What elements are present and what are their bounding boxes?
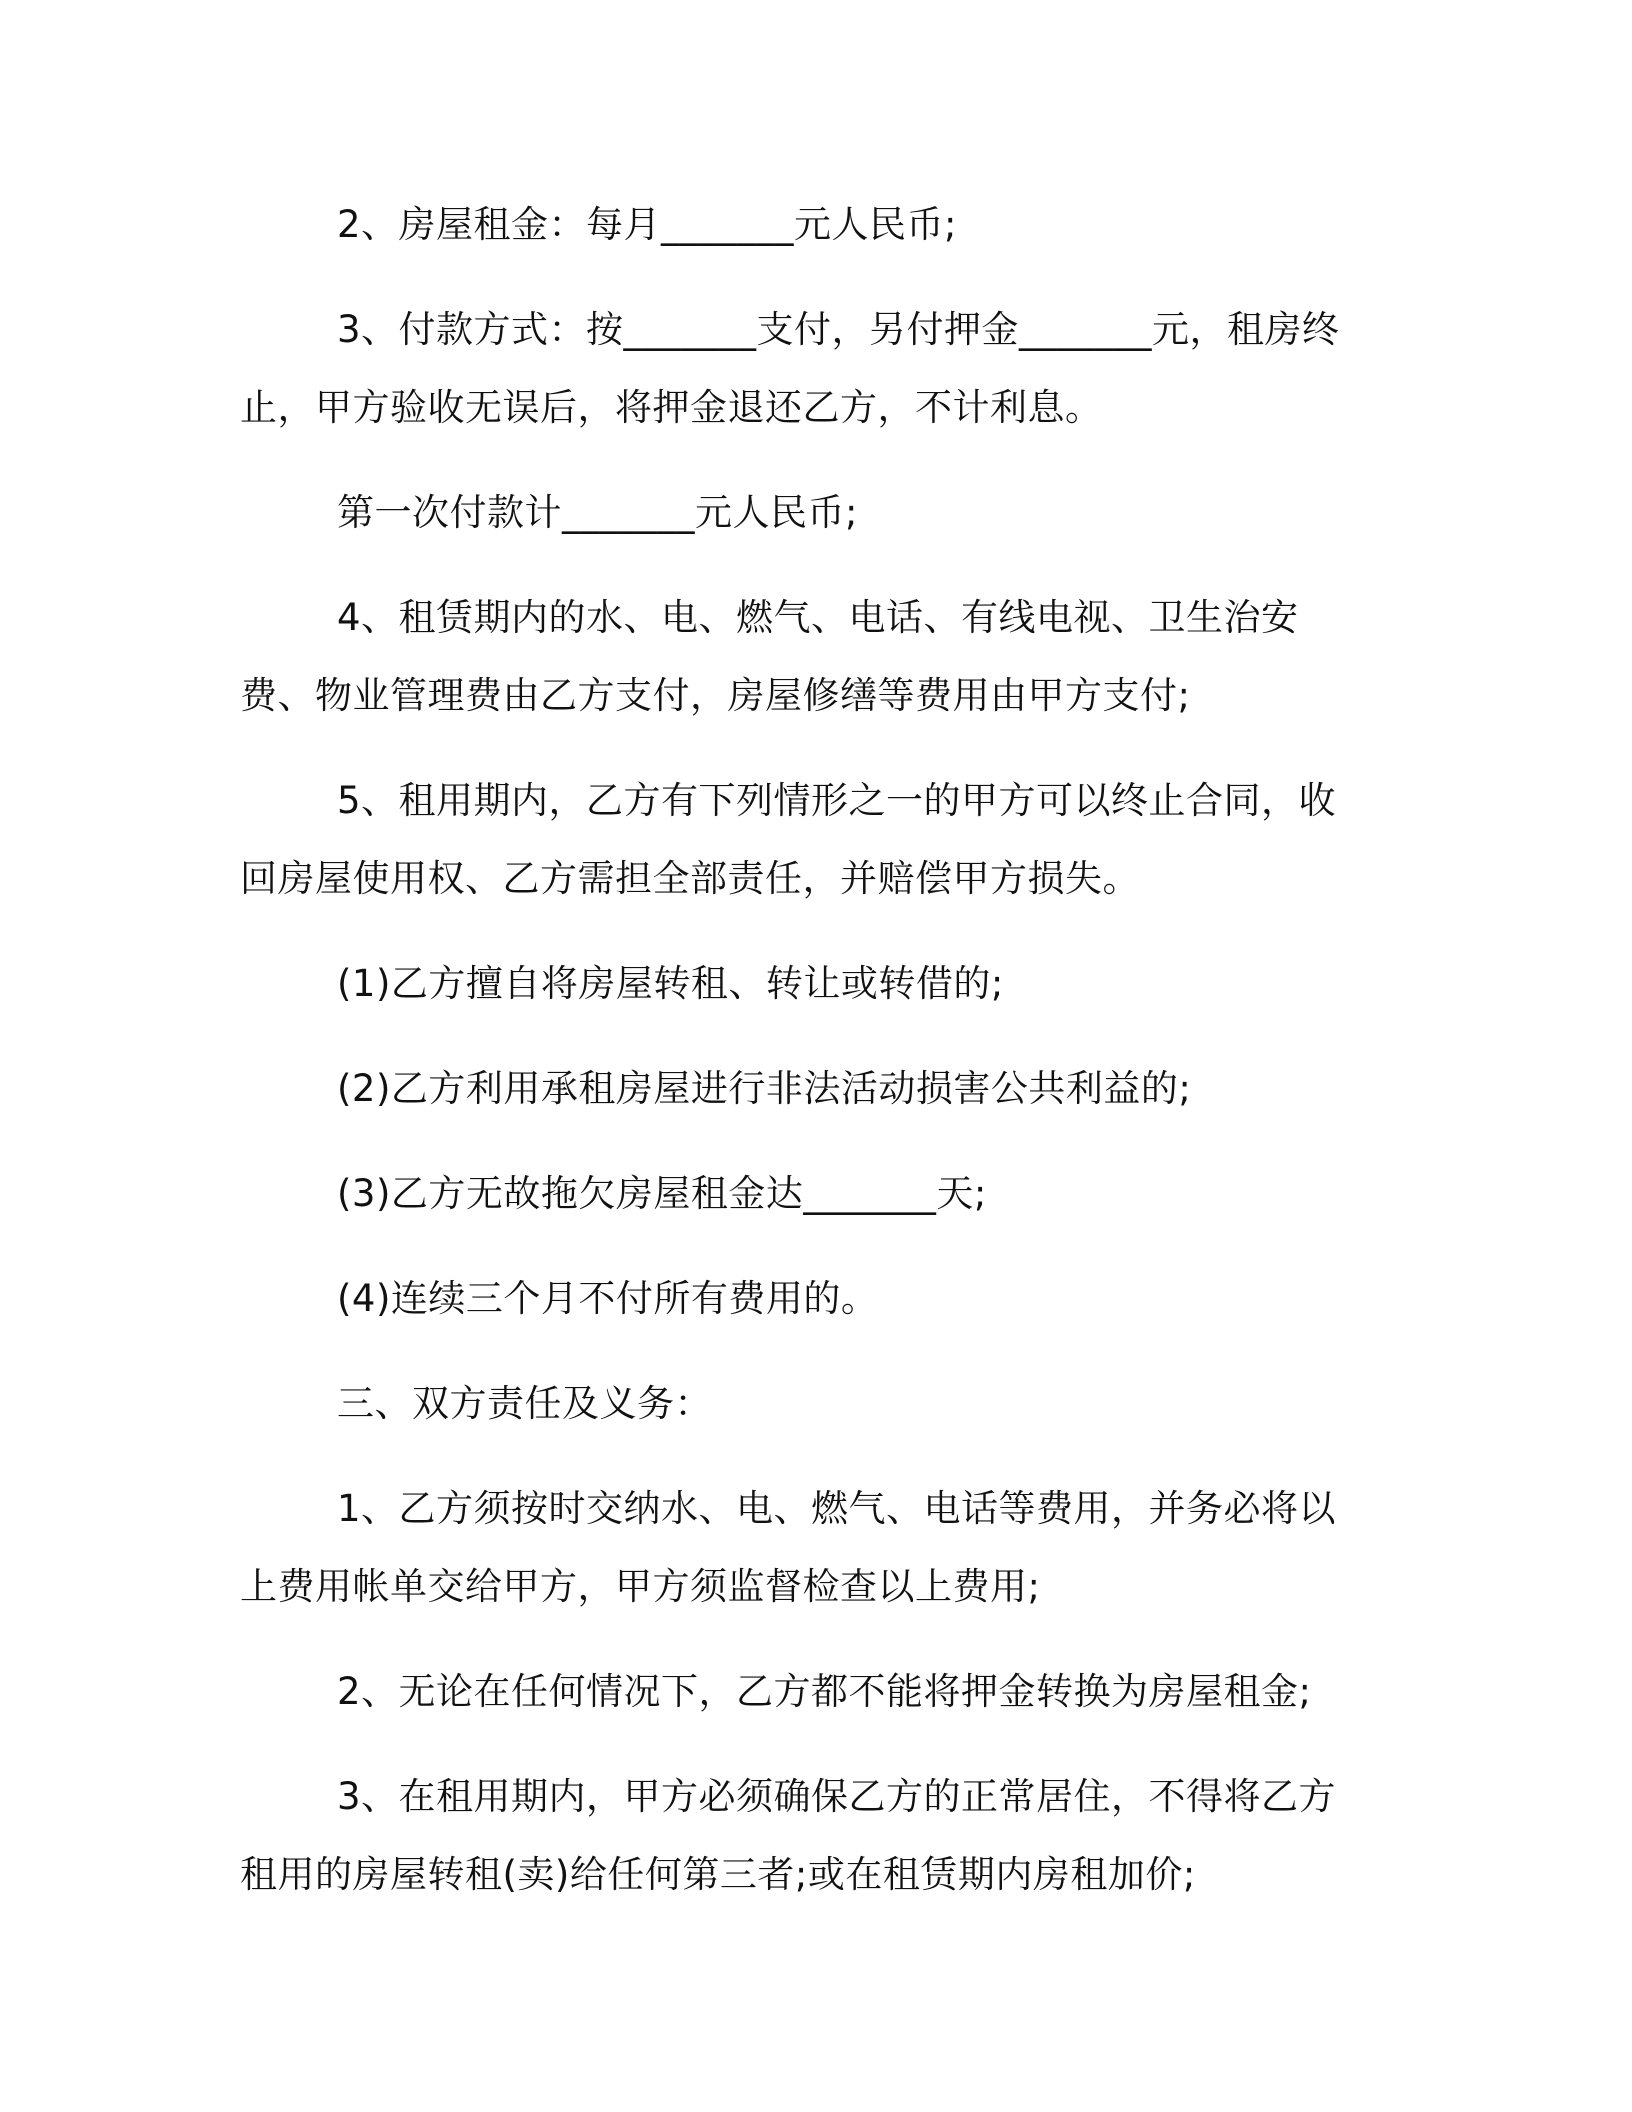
paragraph-payment-method: 3、付款方式：按_______支付，另付押金_______元，租房终止，甲方验收无误后，将押金退还乙方，不计利息。 — [240, 308, 1340, 429]
paragraph-clause-1: (1)乙方擅自将房屋转租、转让或转借的; — [337, 962, 1004, 1005]
paragraph-clause-3: (3)乙方无故拖欠房屋租金达_______天; — [337, 1172, 987, 1215]
paragraph-utilities: 4、租赁期内的水、电、燃气、电话、有线电视、卫生治安费、物业管理费由乙方支付，房屋修缮等费用由甲方支付; — [240, 596, 1299, 717]
paragraph-clause-4: (4)连续三个月不付所有费用的。 — [337, 1277, 879, 1320]
paragraph-termination: 5、租用期内，乙方有下列情形之一的甲方可以终止合同，收回房屋使用权、乙方需担全部责任，并赔偿甲方损失。 — [240, 779, 1337, 900]
section-heading-responsibilities: 三、双方责任及义务： — [337, 1382, 712, 1425]
paragraph-duty-1: 1、乙方须按时交纳水、电、燃气、电话等费用，并务必将以上费用帐单交给甲方，甲方须监督检查以上费用; — [240, 1487, 1337, 1608]
paragraph-duty-2: 2、无论在任何情况下，乙方都不能将押金转换为房屋租金; — [337, 1670, 1312, 1713]
paragraph-duty-3: 3、在租用期内，甲方必须确保乙方的正常居住，不得将乙方租用的房屋转租(卖)给任何第三者;或在租赁期内房租加价; — [240, 1775, 1337, 1896]
paragraph-rent: 2、房屋租金：每月_______元人民币; — [337, 203, 958, 246]
paragraph-clause-2: (2)乙方利用承租房屋进行非法活动损害公共利益的; — [337, 1067, 1192, 1110]
document-body — [240, 186, 1370, 1941]
paragraph-first-payment: 第一次付款计_______元人民币; — [337, 491, 858, 534]
